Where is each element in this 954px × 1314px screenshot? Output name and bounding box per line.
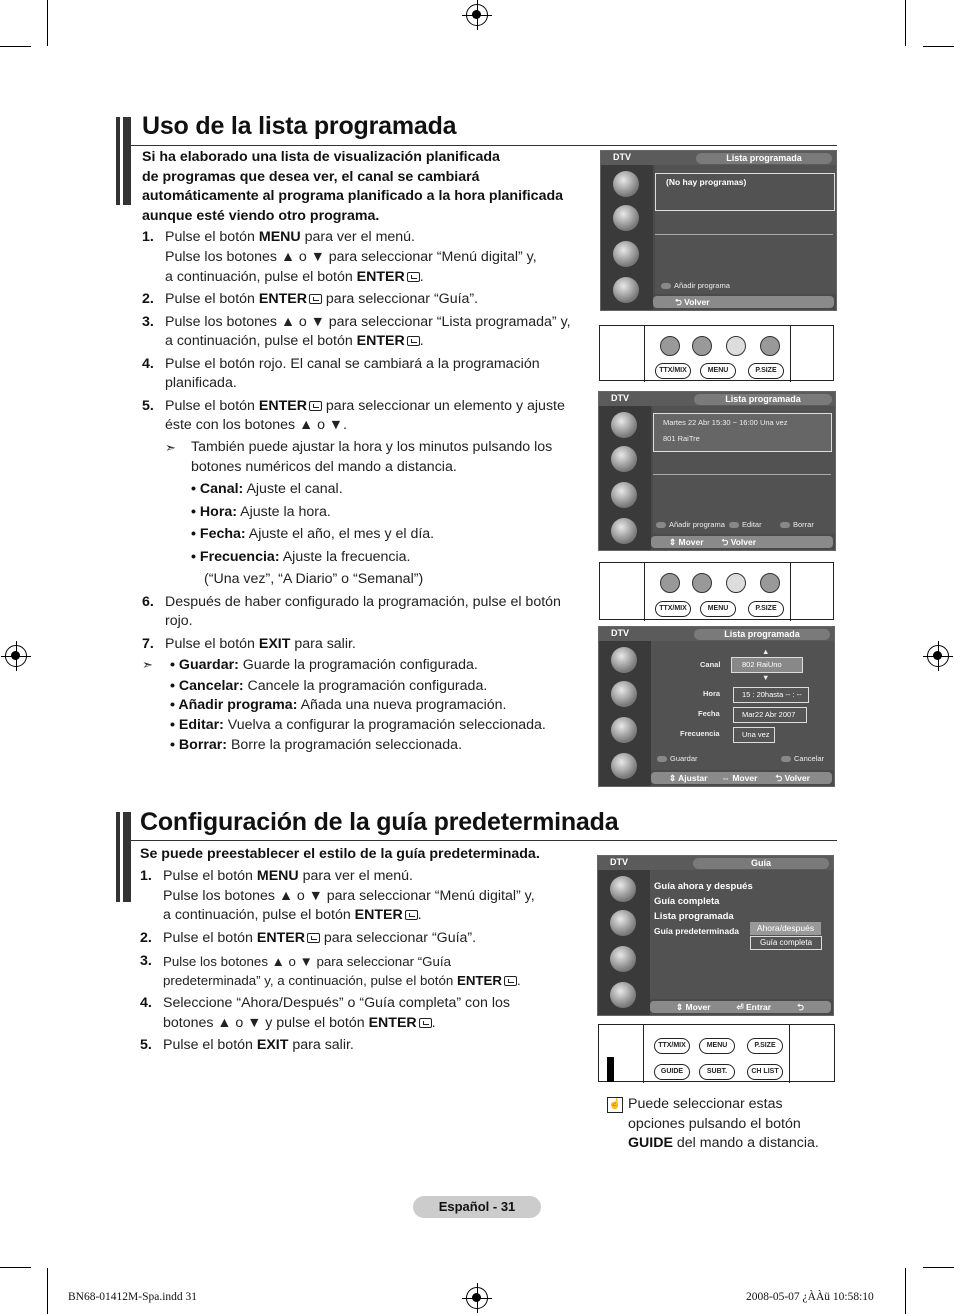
frequency-options: (“Una vez”, “A Diario” o “Semanal”)	[204, 571, 424, 587]
tv-screen-empty-list: DTV Lista programada (No hay programas) Añadir programa ⮌ Volver	[600, 150, 837, 311]
step-text: a continuación, pulse el botón ENTER .	[163, 907, 422, 923]
step-text: Pulse el botón ENTER para seleccionar un elemento y ajuste	[165, 398, 565, 414]
step-number: 3.	[142, 314, 154, 330]
remote-illustration: TTX/MIX MENU P.SIZE	[599, 325, 834, 381]
remote-illustration: TTX/MIX MENU P.SIZE GUIDE SUBT. CH LIST	[598, 1024, 835, 1082]
step-number: 6.	[142, 594, 154, 610]
title-rule	[131, 145, 837, 146]
tip-text: GUIDE del mando a distancia.	[628, 1135, 819, 1151]
print-date: 2008-05-07 ¿ÀÀü 10:58:10	[746, 1291, 874, 1303]
step-text: Pulse el botón MENU para ver el menú.	[163, 868, 414, 884]
note-text: También puede ajustar la hora y los minutos pulsando los	[191, 439, 553, 455]
step-text: Pulse el botón rojo. El canal se cambiará a la programación	[165, 356, 540, 372]
step-text: Pulse los botones ▲ o ▼ para seleccionar “Menú digital” y,	[163, 888, 535, 904]
tv-screen-guide: DTV Guía Guía ahora y después Guía completa Lista programada Guía predeterminada Ahora/después Guía completa ⇕ Mover ⏎ Entrar ⮌ Volver	[597, 855, 834, 1016]
remote-hand-icon: ☝	[607, 1097, 623, 1113]
enter-icon	[407, 272, 420, 282]
remote-illustration: TTX/MIX MENU P.SIZE	[599, 562, 834, 620]
step-text: Después de haber configurado la programación, pulse el botón	[165, 594, 561, 610]
step-number: 5.	[142, 398, 154, 414]
tip-text: opciones pulsando el botón	[628, 1116, 801, 1132]
page-title: Uso de la lista programada	[142, 112, 457, 140]
intro-text: Se puede preestablecer el estilo de la guía predeterminada.	[140, 846, 540, 862]
menu-sound-icon	[613, 205, 639, 231]
tv-screen-edit-program: DTV Lista programada ▲ ▼ Canal 802 RaiUno Hora 15 : 20hasta -- : -- Fecha Mar22 Abr 2007 Frecuencia Una vez Guardar Cancelar ⇕ Ajustar ⇔ Mover ⮌ Volver	[598, 626, 835, 787]
note-arrow-icon: ➣	[142, 657, 153, 672]
step-text: planificada.	[165, 375, 237, 391]
enter-icon	[419, 1018, 432, 1028]
registration-mark-left	[5, 645, 27, 667]
step-text: predeterminada” y, a continuación, pulse el botón ENTER .	[163, 973, 521, 988]
enter-icon	[309, 401, 322, 411]
tip-text: Puede seleccionar estas	[628, 1096, 783, 1112]
section-title: Configuración de la guía predeterminada	[140, 808, 619, 836]
step-text: Pulse los botones ▲ o ▼ para seleccionar “Guía	[163, 954, 451, 969]
enter-icon	[504, 976, 517, 986]
step-text: Seleccione “Ahora/Después” o “Guía completa” con los	[163, 995, 510, 1011]
step-text: Pulse los botones ▲ o ▼ para seleccionar “Menú digital” y,	[165, 249, 537, 265]
enter-icon	[309, 294, 322, 304]
step-text: éste con los botones ▲ o ▼.	[165, 417, 347, 433]
bullet-hora: • Hora: Ajuste la hora.	[191, 504, 331, 520]
screen-title: Lista programada	[694, 629, 830, 640]
menu-picture-icon	[613, 171, 639, 197]
intro-text: Si ha elaborado una lista de visualización planificada de programas que desea ver, el canal se cambiará automáticamente al programa planificado a la hora planificada aunque esté viendo otro programa.	[142, 149, 564, 224]
file-info: BN68-01412M-Spa.indd 31	[68, 1291, 198, 1303]
registration-mark-bottom	[466, 1287, 488, 1309]
registration-mark-top	[466, 4, 488, 26]
screen-title: Lista programada	[694, 394, 832, 405]
step-text: botones ▲ o ▼ y pulse el botón ENTER .	[163, 1015, 436, 1031]
enter-icon	[307, 933, 320, 943]
bullet-anadir: • Añadir programa: Añada una nueva programación.	[170, 697, 507, 713]
screen-title: Lista programada	[696, 153, 832, 164]
enter-icon	[407, 336, 420, 346]
step-text: Pulse el botón ENTER para seleccionar “Guía”.	[165, 291, 479, 307]
menu-input-icon	[613, 277, 639, 303]
step-number: 4.	[142, 356, 154, 372]
step-number: 3.	[140, 953, 152, 969]
bullet-editar: • Editar: Vuelva a configurar la programación seleccionada.	[170, 717, 546, 733]
step-number: 7.	[142, 636, 154, 652]
step-text: a continuación, pulse el botón ENTER .	[165, 333, 424, 349]
page-number: Español - 31	[413, 1196, 541, 1218]
empty-list-box: (No hay programas)	[655, 173, 835, 211]
bullet-frecuencia: • Frecuencia: Ajuste la frecuencia.	[191, 549, 411, 565]
step-number: 2.	[142, 291, 154, 307]
registration-mark-right	[927, 645, 949, 667]
step-text: a continuación, pulse el botón ENTER .	[165, 269, 424, 285]
title-rule	[131, 840, 837, 841]
section-bar	[116, 117, 131, 205]
step-text: Pulse los botones ▲ o ▼ para seleccionar “Lista programada” y,	[165, 314, 571, 330]
step-number: 1.	[142, 229, 154, 245]
step-text: Pulse el botón EXIT para salir.	[165, 636, 356, 652]
tv-screen-programmed-list: DTV Lista programada Martes 22 Abr 15:30 ~ 16:00 Una vez 801 RaiTre Añadir programa Editar Borrar ⇕ Mover ⮌ Volver	[598, 391, 836, 551]
step-number: 2.	[140, 930, 152, 946]
step-text: rojo.	[165, 613, 193, 629]
bullet-guardar: • Guardar: Guarde la programación configurada.	[170, 657, 478, 673]
menu-setup-icon	[613, 241, 639, 267]
step-text: Pulse el botón EXIT para salir.	[163, 1037, 354, 1053]
note-text: botones numéricos del mando a distancia.	[191, 459, 457, 475]
enter-icon	[405, 910, 418, 920]
bullet-canal: • Canal: Ajuste el canal.	[191, 481, 343, 497]
step-text: Pulse el botón MENU para ver el menú.	[165, 229, 416, 245]
step-number: 5.	[140, 1037, 152, 1053]
screen-title: Guía	[693, 858, 829, 869]
section-bar	[116, 812, 131, 902]
step-number: 1.	[140, 868, 152, 884]
program-entry: Martes 22 Abr 15:30 ~ 16:00 Una vez 801 RaiTre	[653, 413, 832, 452]
bullet-fecha: • Fecha: Ajuste el año, el mes y el día.	[191, 526, 435, 542]
bullet-borrar: • Borrar: Borre la programación seleccionada.	[170, 737, 463, 753]
bullet-cancelar: • Cancelar: Cancele la programación configurada.	[170, 678, 488, 694]
step-number: 4.	[140, 995, 152, 1011]
step-text: Pulse el botón ENTER para seleccionar “Guía”.	[163, 930, 477, 946]
note-arrow-icon: ➣	[165, 440, 176, 455]
